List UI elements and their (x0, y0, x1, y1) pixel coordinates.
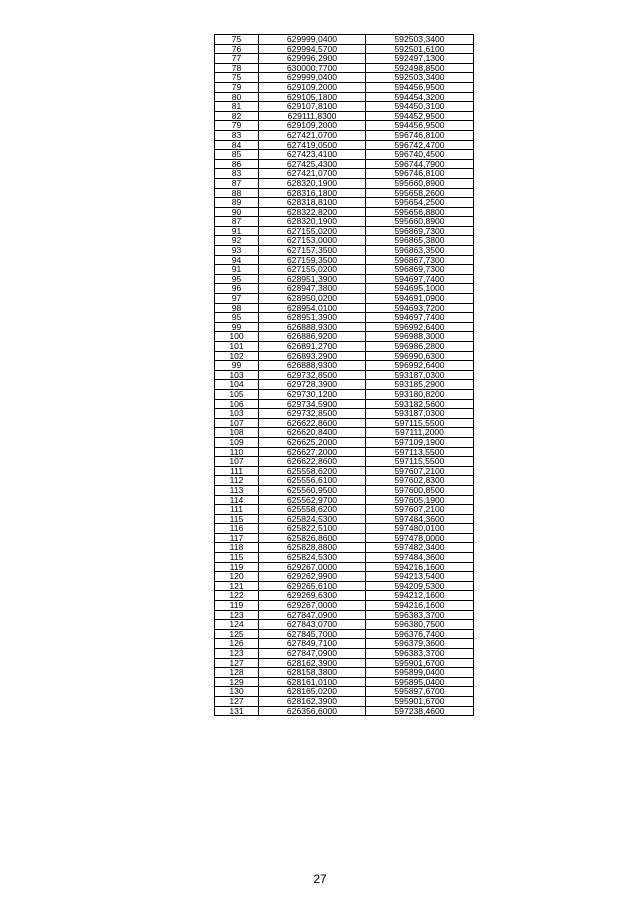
table-row (215, 44, 474, 54)
y-coordinate-cell: 596746,8100 (366, 169, 474, 179)
y-coordinate-cell: 596869,7300 (366, 226, 474, 236)
point-number-cell: 117 (215, 533, 259, 543)
table-row (215, 313, 474, 323)
table-row (215, 121, 474, 131)
table-row (215, 322, 474, 332)
y-coordinate-cell: 597109,1900 (366, 437, 474, 447)
point-number-cell: 118 (215, 543, 259, 553)
point-number-cell: 105 (215, 389, 259, 399)
point-number-cell: 120 (215, 572, 259, 582)
table-row (215, 332, 474, 342)
table-row (215, 370, 474, 380)
point-number-cell: 86 (215, 159, 259, 169)
table-row (215, 505, 474, 515)
y-coordinate-cell: 592503,3400 (366, 73, 474, 83)
x-coordinate-cell: 626891,2700 (259, 342, 366, 352)
point-number-cell: 123 (215, 649, 259, 659)
point-number-cell: 75 (215, 73, 259, 83)
table-row (215, 111, 474, 121)
x-coordinate-cell: 629999,0400 (259, 35, 366, 45)
point-number-cell: 80 (215, 92, 259, 102)
y-coordinate-cell: 597607,2100 (366, 466, 474, 476)
y-coordinate-cell: 597480,0100 (366, 524, 474, 534)
x-coordinate-cell: 629267,0000 (259, 601, 366, 611)
y-coordinate-cell: 597605,1900 (366, 495, 474, 505)
table-row (215, 255, 474, 265)
point-number-cell: 76 (215, 44, 259, 54)
x-coordinate-cell: 627847,0900 (259, 649, 366, 659)
table-row (215, 35, 474, 45)
table-row (215, 73, 474, 83)
coordinates-table-body (215, 35, 474, 716)
point-number-cell: 111 (215, 466, 259, 476)
y-coordinate-cell: 595654,2500 (366, 198, 474, 208)
y-coordinate-cell: 594693,7200 (366, 303, 474, 313)
y-coordinate-cell: 596869,7300 (366, 265, 474, 275)
point-number-cell: 84 (215, 140, 259, 150)
x-coordinate-cell: 629994,5700 (259, 44, 366, 54)
y-coordinate-cell: 594452,9500 (366, 111, 474, 121)
point-number-cell: 89 (215, 198, 259, 208)
y-coordinate-cell: 597478,0000 (366, 533, 474, 543)
table-row (215, 581, 474, 591)
x-coordinate-cell: 627843,0700 (259, 620, 366, 630)
y-coordinate-cell: 596742,4700 (366, 140, 474, 150)
table-row (215, 658, 474, 668)
x-coordinate-cell: 627155,0200 (259, 226, 366, 236)
x-coordinate-cell: 627845,7000 (259, 629, 366, 639)
table-row (215, 207, 474, 217)
point-number-cell: 122 (215, 591, 259, 601)
x-coordinate-cell: 625558,6200 (259, 466, 366, 476)
table-row (215, 294, 474, 304)
point-number-cell: 101 (215, 342, 259, 352)
y-coordinate-cell: 597238,4600 (366, 706, 474, 716)
x-coordinate-cell: 626893,2900 (259, 351, 366, 361)
x-coordinate-cell: 628318,8100 (259, 198, 366, 208)
table-row (215, 601, 474, 611)
y-coordinate-cell: 594212,1600 (366, 591, 474, 601)
table-row (215, 399, 474, 409)
x-coordinate-cell: 629267,0000 (259, 562, 366, 572)
table-row (215, 361, 474, 371)
point-number-cell: 81 (215, 102, 259, 112)
x-coordinate-cell: 629999,0400 (259, 73, 366, 83)
table-row (215, 524, 474, 534)
x-coordinate-cell: 629109,2000 (259, 82, 366, 92)
table-row (215, 284, 474, 294)
point-number-cell: 97 (215, 294, 259, 304)
x-coordinate-cell: 628320,1900 (259, 217, 366, 227)
table-row (215, 562, 474, 572)
table-row (215, 92, 474, 102)
x-coordinate-cell: 626622,8600 (259, 418, 366, 428)
point-number-cell: 128 (215, 668, 259, 678)
table-row (215, 533, 474, 543)
y-coordinate-cell: 594456,9500 (366, 82, 474, 92)
y-coordinate-cell: 597113,5500 (366, 447, 474, 457)
x-coordinate-cell: 626625,2000 (259, 437, 366, 447)
table-row (215, 130, 474, 140)
table-row (215, 140, 474, 150)
point-number-cell: 119 (215, 601, 259, 611)
y-coordinate-cell: 592501,6100 (366, 44, 474, 54)
table-row (215, 706, 474, 716)
table-row (215, 54, 474, 64)
point-number-cell: 107 (215, 457, 259, 467)
y-coordinate-cell: 596380,7500 (366, 620, 474, 630)
point-number-cell: 83 (215, 130, 259, 140)
y-coordinate-cell: 597607,2100 (366, 505, 474, 515)
point-number-cell: 90 (215, 207, 259, 217)
point-number-cell: 100 (215, 332, 259, 342)
point-number-cell: 79 (215, 82, 259, 92)
x-coordinate-cell: 628161,0100 (259, 677, 366, 687)
point-number-cell: 109 (215, 437, 259, 447)
x-coordinate-cell: 628950,0200 (259, 294, 366, 304)
x-coordinate-cell: 627419,0500 (259, 140, 366, 150)
point-number-cell: 92 (215, 236, 259, 246)
y-coordinate-cell: 593180,8200 (366, 389, 474, 399)
coordinates-table (214, 34, 474, 716)
point-number-cell: 123 (215, 610, 259, 620)
x-coordinate-cell: 628162,3900 (259, 696, 366, 706)
point-number-cell: 129 (215, 677, 259, 687)
x-coordinate-cell: 625560,9500 (259, 485, 366, 495)
point-number-cell: 119 (215, 562, 259, 572)
x-coordinate-cell: 625824,5300 (259, 514, 366, 524)
point-number-cell: 87 (215, 178, 259, 188)
table-row (215, 620, 474, 630)
y-coordinate-cell: 593182,5600 (366, 399, 474, 409)
table-row (215, 351, 474, 361)
point-number-cell: 107 (215, 418, 259, 428)
y-coordinate-cell: 594450,3100 (366, 102, 474, 112)
point-number-cell: 95 (215, 274, 259, 284)
table-row (215, 629, 474, 639)
x-coordinate-cell: 626888,9300 (259, 322, 366, 332)
table-row (215, 217, 474, 227)
x-coordinate-cell: 628951,3900 (259, 313, 366, 323)
point-number-cell: 125 (215, 629, 259, 639)
point-number-cell: 116 (215, 524, 259, 534)
x-coordinate-cell: 628162,3900 (259, 658, 366, 668)
y-coordinate-cell: 594697,7400 (366, 313, 474, 323)
table-row (215, 639, 474, 649)
y-coordinate-cell: 595658,2600 (366, 188, 474, 198)
y-coordinate-cell: 593185,2900 (366, 380, 474, 390)
point-number-cell: 82 (215, 111, 259, 121)
table-row (215, 198, 474, 208)
x-coordinate-cell: 627157,3500 (259, 246, 366, 256)
x-coordinate-cell: 629732,8500 (259, 370, 366, 380)
y-coordinate-cell: 594216,1600 (366, 562, 474, 572)
y-coordinate-cell: 595895,0400 (366, 677, 474, 687)
x-coordinate-cell: 629730,1200 (259, 389, 366, 399)
y-coordinate-cell: 596865,3800 (366, 236, 474, 246)
point-number-cell: 126 (215, 639, 259, 649)
point-number-cell: 124 (215, 620, 259, 630)
point-number-cell: 91 (215, 265, 259, 275)
x-coordinate-cell: 625556,6100 (259, 476, 366, 486)
x-coordinate-cell: 629728,3900 (259, 380, 366, 390)
y-coordinate-cell: 593187,0300 (366, 409, 474, 419)
y-coordinate-cell: 597484,3600 (366, 553, 474, 563)
table-row (215, 437, 474, 447)
x-coordinate-cell: 629105,1800 (259, 92, 366, 102)
x-coordinate-cell: 629265,6100 (259, 581, 366, 591)
x-coordinate-cell: 625558,6200 (259, 505, 366, 515)
point-number-cell: 103 (215, 370, 259, 380)
x-coordinate-cell: 628947,3800 (259, 284, 366, 294)
y-coordinate-cell: 596746,8100 (366, 130, 474, 140)
point-number-cell: 79 (215, 121, 259, 131)
point-number-cell: 75 (215, 35, 259, 45)
x-coordinate-cell: 627849,7100 (259, 639, 366, 649)
table-row (215, 188, 474, 198)
y-coordinate-cell: 596863,3500 (366, 246, 474, 256)
point-number-cell: 103 (215, 409, 259, 419)
table-row (215, 82, 474, 92)
y-coordinate-cell: 595660,8900 (366, 178, 474, 188)
point-number-cell: 127 (215, 696, 259, 706)
point-number-cell: 88 (215, 188, 259, 198)
table-row (215, 610, 474, 620)
table-row (215, 418, 474, 428)
y-coordinate-cell: 597484,3600 (366, 514, 474, 524)
x-coordinate-cell: 625562,9700 (259, 495, 366, 505)
point-number-cell: 87 (215, 217, 259, 227)
table-row (215, 303, 474, 313)
table-row (215, 226, 474, 236)
y-coordinate-cell: 595901,6700 (366, 658, 474, 668)
x-coordinate-cell: 627421,0700 (259, 169, 366, 179)
y-coordinate-cell: 594691,0900 (366, 294, 474, 304)
point-number-cell: 115 (215, 514, 259, 524)
page-number: 27 (313, 872, 327, 886)
y-coordinate-cell: 592497,1300 (366, 54, 474, 64)
table-row (215, 514, 474, 524)
y-coordinate-cell: 594213,5400 (366, 572, 474, 582)
x-coordinate-cell: 625824,5300 (259, 553, 366, 563)
y-coordinate-cell: 597600,8500 (366, 485, 474, 495)
table-row (215, 389, 474, 399)
x-coordinate-cell: 628165,0200 (259, 687, 366, 697)
point-number-cell: 110 (215, 447, 259, 457)
y-coordinate-cell: 596383,3700 (366, 649, 474, 659)
table-row (215, 466, 474, 476)
x-coordinate-cell: 626620,8400 (259, 428, 366, 438)
table-row (215, 169, 474, 179)
table-row (215, 342, 474, 352)
y-coordinate-cell: 597482,3400 (366, 543, 474, 553)
point-number-cell: 113 (215, 485, 259, 495)
y-coordinate-cell: 596992,6400 (366, 361, 474, 371)
x-coordinate-cell: 627155,0200 (259, 265, 366, 275)
y-coordinate-cell: 596988,3000 (366, 332, 474, 342)
point-number-cell: 102 (215, 351, 259, 361)
point-number-cell: 111 (215, 505, 259, 515)
y-coordinate-cell: 594695,1000 (366, 284, 474, 294)
y-coordinate-cell: 594454,3200 (366, 92, 474, 102)
x-coordinate-cell: 628951,3900 (259, 274, 366, 284)
x-coordinate-cell: 628320,1900 (259, 178, 366, 188)
y-coordinate-cell: 595897,6700 (366, 687, 474, 697)
table-row (215, 572, 474, 582)
x-coordinate-cell: 629732,8500 (259, 409, 366, 419)
y-coordinate-cell: 596379,3600 (366, 639, 474, 649)
table-row (215, 63, 474, 73)
point-number-cell: 108 (215, 428, 259, 438)
table-row (215, 274, 474, 284)
point-number-cell: 106 (215, 399, 259, 409)
y-coordinate-cell: 596744,7900 (366, 159, 474, 169)
table-row (215, 696, 474, 706)
point-number-cell: 114 (215, 495, 259, 505)
point-number-cell: 94 (215, 255, 259, 265)
x-coordinate-cell: 630000,7700 (259, 63, 366, 73)
table-row (215, 457, 474, 467)
y-coordinate-cell: 597602,8300 (366, 476, 474, 486)
table-row (215, 246, 474, 256)
table-row (215, 687, 474, 697)
table-row (215, 159, 474, 169)
y-coordinate-cell: 593187,0300 (366, 370, 474, 380)
x-coordinate-cell: 629109,2000 (259, 121, 366, 131)
table-row (215, 265, 474, 275)
table-row (215, 591, 474, 601)
point-number-cell: 96 (215, 284, 259, 294)
table-row (215, 543, 474, 553)
point-number-cell: 131 (215, 706, 259, 716)
x-coordinate-cell: 628954,0100 (259, 303, 366, 313)
x-coordinate-cell: 628322,8200 (259, 207, 366, 217)
x-coordinate-cell: 626627,2000 (259, 447, 366, 457)
y-coordinate-cell: 597115,5500 (366, 418, 474, 428)
x-coordinate-cell: 625826,8600 (259, 533, 366, 543)
x-coordinate-cell: 629734,5900 (259, 399, 366, 409)
x-coordinate-cell: 629269,6300 (259, 591, 366, 601)
table-row (215, 447, 474, 457)
y-coordinate-cell: 596376,7400 (366, 629, 474, 639)
x-coordinate-cell: 626888,9300 (259, 361, 366, 371)
point-number-cell: 77 (215, 54, 259, 64)
x-coordinate-cell: 627153,0000 (259, 236, 366, 246)
x-coordinate-cell: 629262,9900 (259, 572, 366, 582)
y-coordinate-cell: 596986,2800 (366, 342, 474, 352)
y-coordinate-cell: 596740,4500 (366, 150, 474, 160)
y-coordinate-cell: 592498,8500 (366, 63, 474, 73)
table-row (215, 428, 474, 438)
table-row (215, 380, 474, 390)
table-row (215, 649, 474, 659)
point-number-cell: 115 (215, 553, 259, 563)
y-coordinate-cell: 595899,0400 (366, 668, 474, 678)
y-coordinate-cell: 595656,8800 (366, 207, 474, 217)
table-row (215, 495, 474, 505)
point-number-cell: 78 (215, 63, 259, 73)
x-coordinate-cell: 626886,9200 (259, 332, 366, 342)
y-coordinate-cell: 594209,5300 (366, 581, 474, 591)
point-number-cell: 112 (215, 476, 259, 486)
table-row (215, 476, 474, 486)
table-row (215, 485, 474, 495)
point-number-cell: 99 (215, 322, 259, 332)
point-number-cell: 98 (215, 303, 259, 313)
x-coordinate-cell: 629111,8300 (259, 111, 366, 121)
table-row (215, 553, 474, 563)
y-coordinate-cell: 595901,6700 (366, 696, 474, 706)
point-number-cell: 83 (215, 169, 259, 179)
point-number-cell: 127 (215, 658, 259, 668)
y-coordinate-cell: 597115,5500 (366, 457, 474, 467)
point-number-cell: 99 (215, 361, 259, 371)
x-coordinate-cell: 625828,8800 (259, 543, 366, 553)
x-coordinate-cell: 626622,8600 (259, 457, 366, 467)
point-number-cell: 95 (215, 313, 259, 323)
x-coordinate-cell: 627159,3500 (259, 255, 366, 265)
table-row (215, 178, 474, 188)
x-coordinate-cell: 627425,4300 (259, 159, 366, 169)
y-coordinate-cell: 596990,6300 (366, 351, 474, 361)
table-row (215, 150, 474, 160)
table-row (215, 236, 474, 246)
table-row (215, 677, 474, 687)
y-coordinate-cell: 594216,1600 (366, 601, 474, 611)
x-coordinate-cell: 627421,0700 (259, 130, 366, 140)
x-coordinate-cell: 627847,0900 (259, 610, 366, 620)
y-coordinate-cell: 594456,9500 (366, 121, 474, 131)
table-row (215, 668, 474, 678)
x-coordinate-cell: 626356,6000 (259, 706, 366, 716)
y-coordinate-cell: 597111,2000 (366, 428, 474, 438)
x-coordinate-cell: 625822,5100 (259, 524, 366, 534)
point-number-cell: 121 (215, 581, 259, 591)
point-number-cell: 93 (215, 246, 259, 256)
point-number-cell: 91 (215, 226, 259, 236)
y-coordinate-cell: 596867,7300 (366, 255, 474, 265)
y-coordinate-cell: 595660,8900 (366, 217, 474, 227)
y-coordinate-cell: 592503,3400 (366, 35, 474, 45)
y-coordinate-cell: 594697,7400 (366, 274, 474, 284)
x-coordinate-cell: 628158,3800 (259, 668, 366, 678)
y-coordinate-cell: 596383,3700 (366, 610, 474, 620)
point-number-cell: 130 (215, 687, 259, 697)
y-coordinate-cell: 596992,6400 (366, 322, 474, 332)
table-row (215, 102, 474, 112)
point-number-cell: 104 (215, 380, 259, 390)
x-coordinate-cell: 629107,8100 (259, 102, 366, 112)
x-coordinate-cell: 628316,1800 (259, 188, 366, 198)
x-coordinate-cell: 627423,4100 (259, 150, 366, 160)
table-row (215, 409, 474, 419)
point-number-cell: 85 (215, 150, 259, 160)
x-coordinate-cell: 629996,2900 (259, 54, 366, 64)
